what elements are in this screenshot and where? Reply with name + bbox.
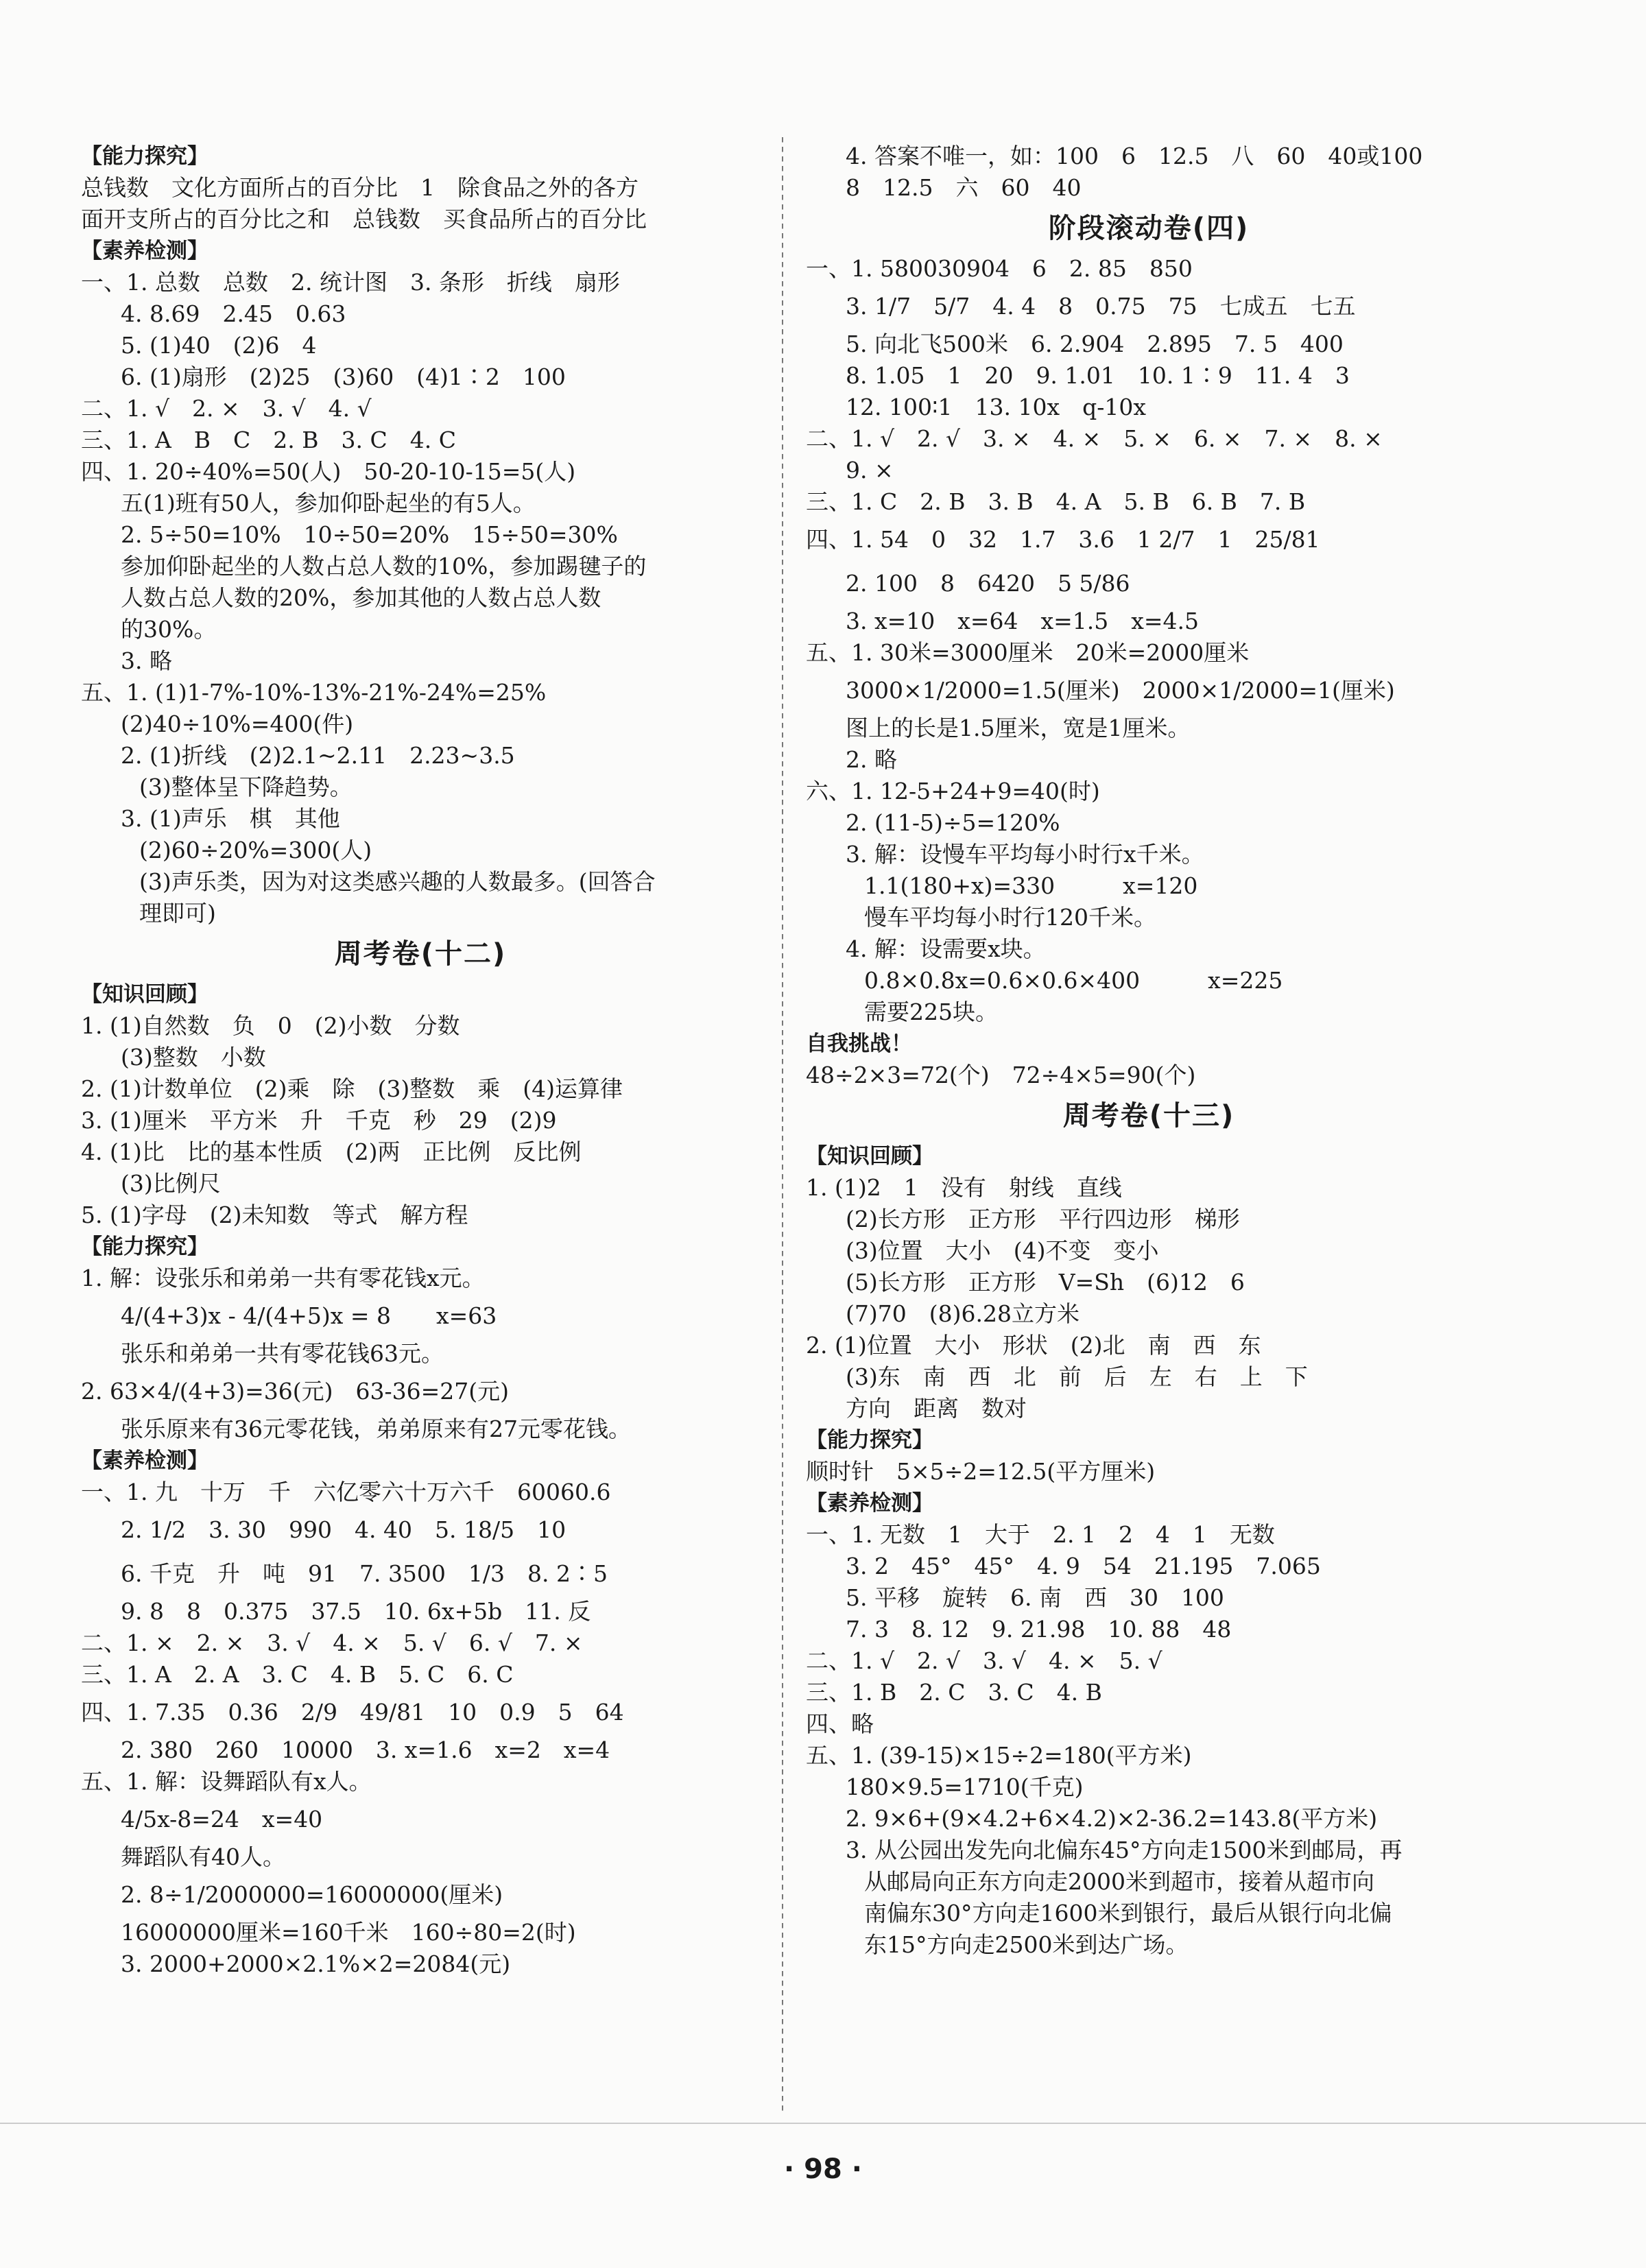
answer-line: 五、1. 30米=3000厘米 20米=2000厘米 bbox=[806, 639, 1250, 666]
answer-line: 一、1. 无数 1 大于 2. 1 2 4 1 无数 bbox=[806, 1521, 1275, 1548]
section-heading: 【知识回顾】 bbox=[81, 982, 208, 1007]
page-number: · 98 · bbox=[784, 2153, 862, 2185]
answer-line: 参加仰卧起坐的人数占总人数的10%，参加踢毽子的 bbox=[121, 553, 647, 580]
answer-line: 方向 距离 数对 bbox=[846, 1395, 1027, 1422]
answer-line: 一、1. 580030904 6 2. 85 850 bbox=[806, 255, 1193, 282]
answer-line: (3)整体呈下降趋势。 bbox=[139, 774, 353, 800]
answer-line: (7)70 (8)6.28立方米 bbox=[846, 1300, 1080, 1327]
answer-line: 5. 平移 旋转 6. 南 西 30 100 bbox=[846, 1584, 1224, 1611]
answer-line: 180×9.5=1710(千克) bbox=[846, 1774, 1084, 1800]
answer-line: 8. 1.05 1 20 9. 1.01 10. 1∶9 11. 4 3 bbox=[846, 362, 1350, 389]
answer-line: 16000000厘米=160千米 160÷80=2(时) bbox=[121, 1919, 576, 1946]
answer-line: 2. 63×4/(4+3)=36(元) 63-36=27(元) bbox=[81, 1378, 510, 1405]
answer-line: (3)比例尺 bbox=[121, 1170, 221, 1197]
section-title: 周考卷(十二) bbox=[334, 938, 507, 970]
answer-line: 南偏东30°方向走1600米到银行，最后从银行向北偏 bbox=[864, 1900, 1392, 1926]
answer-line: 五、1. 解：设舞蹈队有x人。 bbox=[81, 1768, 372, 1795]
section-title: 阶段滚动卷(四) bbox=[1048, 213, 1250, 244]
answer-line: 1. (1)自然数 负 0 (2)小数 分数 bbox=[81, 1012, 460, 1039]
column-divider bbox=[782, 137, 783, 2112]
answer-line: 张乐原来有36元零花钱，弟弟原来有27元零花钱。 bbox=[121, 1416, 631, 1442]
answer-line: 图上的长是1.5厘米，宽是1厘米。 bbox=[846, 715, 1191, 741]
answer-line: 的30%。 bbox=[121, 616, 217, 643]
answer-line: 二、1. × 2. × 3. √ 4. × 5. √ 6. √ 7. × bbox=[81, 1630, 583, 1656]
answer-line: 3. 略 bbox=[121, 647, 172, 674]
footer-rule bbox=[0, 2123, 1646, 2124]
answer-line: 8 12.5 六 60 40 bbox=[846, 174, 1082, 201]
answer-line: 四、1. 54 0 32 1.7 3.6 1 2/7 1 25/81 bbox=[806, 526, 1320, 553]
answer-line: 三、1. B 2. C 3. C 4. B bbox=[806, 1679, 1102, 1706]
answer-line: (3)东 南 西 北 前 后 左 右 上 下 bbox=[846, 1363, 1308, 1390]
answer-line: 三、1. A 2. A 3. C 4. B 5. C 6. C bbox=[81, 1661, 514, 1688]
answer-line: (3)声乐类，因为对这类感兴趣的人数最多。(回答合 bbox=[139, 868, 656, 895]
left-column bbox=[81, 141, 760, 1980]
answer-line: 4. 解：设需要x块。 bbox=[846, 935, 1046, 962]
answer-line: 3. x=10 x=64 x=1.5 x=4.5 bbox=[846, 608, 1199, 634]
answer-line: 48÷2×3=72(个) 72÷4×5=90(个) bbox=[806, 1062, 1196, 1088]
answer-line: (2)60÷20%=300(人) bbox=[139, 837, 372, 863]
section-heading: 【能力探究】 bbox=[806, 1428, 933, 1453]
answer-line: 五、1. (39-15)×15÷2=180(平方米) bbox=[806, 1742, 1192, 1769]
section-heading: 【素养检测】 bbox=[81, 239, 208, 263]
answer-line: 4. 答案不唯一，如：100 6 12.5 八 60 40或100 bbox=[846, 143, 1423, 169]
answer-line: 4/5x-8=24 x=40 bbox=[121, 1806, 323, 1833]
answer-line: 二、1. √ 2. √ 3. × 4. × 5. × 6. × 7. × 8. × bbox=[806, 425, 1383, 452]
answer-line: 2. (1)位置 大小 形状 (2)北 南 西 东 bbox=[806, 1332, 1261, 1359]
answer-line: 5. (1)字母 (2)未知数 等式 解方程 bbox=[81, 1202, 468, 1228]
answer-line: 面开支所占的百分比之和 总钱数 买食品所占的百分比 bbox=[81, 206, 647, 232]
answer-line: 张乐和弟弟一共有零花钱63元。 bbox=[121, 1340, 444, 1367]
answer-line: 4/(4+3)x - 4/(4+5)x = 8 x=63 bbox=[121, 1302, 497, 1329]
section-title: 周考卷(十三) bbox=[1062, 1100, 1235, 1132]
answer-line: (5)长方形 正方形 V=Sh (6)12 6 bbox=[846, 1269, 1245, 1296]
answer-line: 东15°方向走2500米到达广场。 bbox=[864, 1931, 1189, 1958]
answer-line: 从邮局向正东方向走2000米到超市，接着从超市向 bbox=[864, 1868, 1374, 1895]
answer-line: 理即可) bbox=[139, 900, 216, 927]
answer-line: 人数占总人数的20%，参加其他的人数占总人数 bbox=[121, 584, 601, 611]
answer-line: 6. (1)扇形 (2)25 (3)60 (4)1∶2 100 bbox=[121, 363, 566, 390]
answer-line: 4. 8.69 2.45 0.63 bbox=[121, 300, 346, 327]
answer-line: 1. 解：设张乐和弟弟一共有零花钱x元。 bbox=[81, 1265, 485, 1291]
section-heading: 【素养检测】 bbox=[81, 1448, 208, 1473]
answer-line: 2. (1)计数单位 (2)乘 除 (3)整数 乘 (4)运算律 bbox=[81, 1075, 623, 1102]
answer-line: (3)位置 大小 (4)不变 变小 bbox=[846, 1237, 1159, 1264]
section-heading: 【能力探究】 bbox=[81, 144, 208, 169]
right-column bbox=[806, 141, 1492, 1961]
answer-line: 6. 千克 升 吨 91 7. 3500 1/3 8. 2∶5 bbox=[121, 1560, 608, 1587]
answer-line: (3)整数 小数 bbox=[121, 1044, 266, 1071]
answer-line: 六、1. 12-5+24+9=40(时) bbox=[806, 778, 1100, 804]
answer-line: 2. 8÷1/2000000=16000000(厘米) bbox=[121, 1881, 503, 1908]
answer-line: 顺时针 5×5÷2=12.5(平方厘米) bbox=[806, 1458, 1156, 1485]
answer-line: 五(1)班有50人，参加仰卧起坐的有5人。 bbox=[121, 490, 536, 516]
answer-line: 五、1. (1)1-7%-10%-13%-21%-24%=25% bbox=[81, 679, 547, 706]
section-heading: 自我挑战！ bbox=[806, 1031, 912, 1056]
answer-line: 3000×1/2000=1.5(厘米) 2000×1/2000=1(厘米) bbox=[846, 677, 1395, 704]
answer-line: 2. 9×6+(9×4.2+6×4.2)×2-36.2=143.8(平方米) bbox=[846, 1805, 1378, 1832]
answer-line: 5. 向北飞500米 6. 2.904 2.895 7. 5 400 bbox=[846, 331, 1344, 357]
answer-line: 2. 380 260 10000 3. x=1.6 x=2 x=4 bbox=[121, 1736, 610, 1763]
answer-line: 3. 解：设慢车平均每小时行x千米。 bbox=[846, 841, 1204, 868]
answer-line: 2. (1)折线 (2)2.1~2.11 2.23~3.5 bbox=[121, 742, 515, 769]
answer-line: 四、1. 7.35 0.36 2/9 49/81 10 0.9 5 64 bbox=[81, 1699, 624, 1726]
section-heading: 【知识回顾】 bbox=[806, 1144, 933, 1169]
answer-line: 3. 2 45° 45° 4. 9 54 21.195 7.065 bbox=[846, 1553, 1321, 1579]
answer-line: 9. × bbox=[846, 457, 894, 484]
answer-line: 慢车平均每小时行120千米。 bbox=[864, 904, 1156, 931]
answer-line: 3. (1)声乐 棋 其他 bbox=[121, 805, 340, 832]
answer-line: 3. 从公园出发先向北偏东45°方向走1500米到邮局，再 bbox=[846, 1837, 1403, 1863]
answer-line: 需要225块。 bbox=[864, 999, 998, 1025]
answer-line: 1. (1)2 1 没有 射线 直线 bbox=[806, 1174, 1122, 1201]
answer-line: 12. 100∶1 13. 10x q-10x bbox=[846, 394, 1146, 420]
answer-line: 2. (11-5)÷5=120% bbox=[846, 809, 1060, 836]
answer-line: 2. 1/2 3. 30 990 4. 40 5. 18/5 10 bbox=[121, 1516, 566, 1543]
answer-line: 一、1. 九 十万 千 六亿零六十万六千 60060.6 bbox=[81, 1479, 611, 1505]
answer-line: 9. 8 8 0.375 37.5 10. 6x+5b 11. 反 bbox=[121, 1598, 591, 1625]
answer-line: 四、1. 20÷40%=50(人) 50-20-10-15=5(人) bbox=[81, 458, 576, 485]
answer-line: 2. 5÷50=10% 10÷50=20% 15÷50=30% bbox=[121, 521, 618, 548]
answer-line: 1.1(180+x)=330 x=120 bbox=[864, 872, 1198, 899]
answer-line: 2. 100 8 6420 5 5/86 bbox=[846, 570, 1130, 597]
answer-line: 3. 1/7 5/7 4. 4 8 0.75 75 七成五 七五 bbox=[846, 293, 1356, 320]
section-heading: 【能力探究】 bbox=[81, 1234, 208, 1259]
answer-line: 三、1. A B C 2. B 3. C 4. C bbox=[81, 427, 456, 453]
answer-line: 7. 3 8. 12 9. 21.98 10. 88 48 bbox=[846, 1616, 1232, 1643]
answer-line: 5. (1)40 (2)6 4 bbox=[121, 332, 317, 359]
answer-line: 总钱数 文化方面所占的百分比 1 除食品之外的各方 bbox=[81, 174, 639, 201]
answer-line: 二、1. √ 2. √ 3. √ 4. × 5. √ bbox=[806, 1647, 1162, 1674]
answer-line: (2)40÷10%=400(件) bbox=[121, 711, 354, 737]
answer-line: 0.8×0.8x=0.6×0.6×400 x=225 bbox=[864, 967, 1283, 994]
answer-line: 一、1. 总数 总数 2. 统计图 3. 条形 折线 扇形 bbox=[81, 269, 620, 296]
answer-line: (2)长方形 正方形 平行四边形 梯形 bbox=[846, 1206, 1240, 1232]
answer-line: 3. 2000+2000×2.1%×2=2084(元) bbox=[121, 1950, 511, 1977]
answer-line: 4. (1)比 比的基本性质 (2)两 正比例 反比例 bbox=[81, 1138, 582, 1165]
answer-line: 2. 略 bbox=[846, 746, 897, 773]
answer-line: 3. (1)厘米 平方米 升 千克 秒 29 (2)9 bbox=[81, 1107, 557, 1134]
section-heading: 【素养检测】 bbox=[806, 1491, 933, 1516]
answer-line: 四、略 bbox=[806, 1710, 874, 1737]
answer-line: 二、1. √ 2. × 3. √ 4. √ bbox=[81, 395, 372, 422]
answer-line: 三、1. C 2. B 3. B 4. A 5. B 6. B 7. B bbox=[806, 488, 1306, 515]
answer-line: 舞蹈队有40人。 bbox=[121, 1843, 285, 1870]
